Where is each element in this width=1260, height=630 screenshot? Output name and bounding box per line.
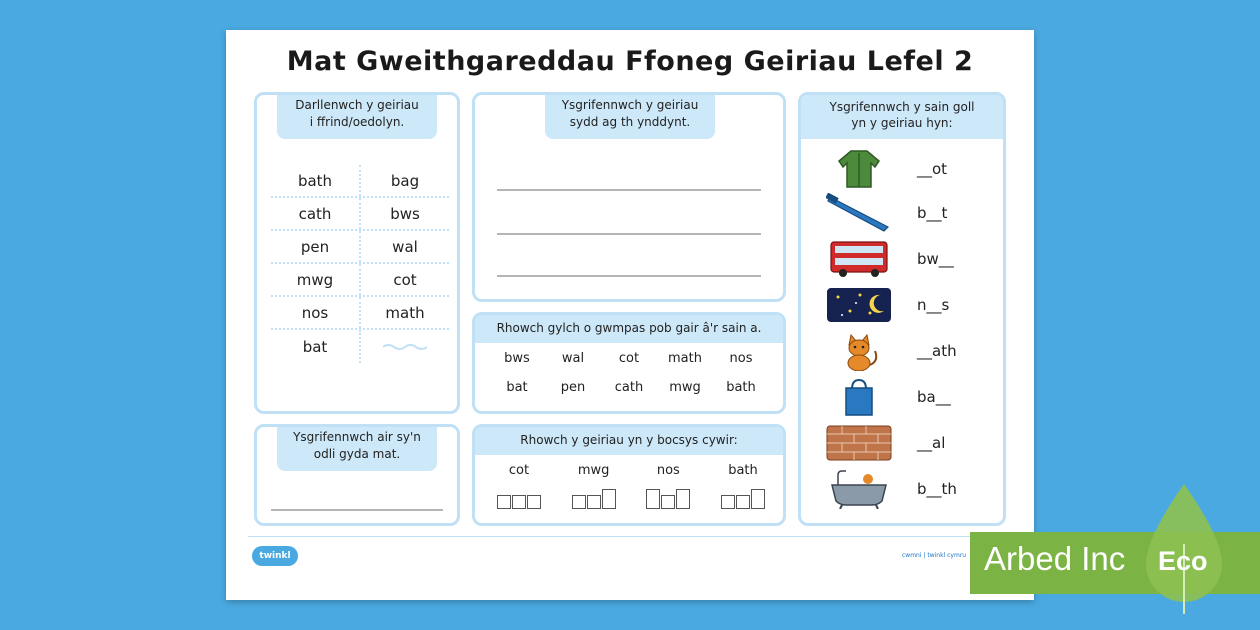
sort-words (491, 463, 771, 478)
letter-box-group[interactable] (491, 489, 547, 509)
circle-words-panel (472, 312, 786, 414)
word-row (271, 297, 449, 330)
circle-words-heading: Rhowch gylch o gwmpas pob gair â'r sain a. (475, 315, 783, 343)
missing-sound-word[interactable]: bw__ (917, 250, 954, 268)
missing-sound-item (825, 423, 985, 463)
word-row (271, 264, 449, 297)
writing-line[interactable] (497, 233, 761, 235)
word-cell: wal (392, 237, 418, 256)
worksheet-title: Mat Gweithgareddau Ffoneg Geiriau Lefel 2 (286, 46, 974, 77)
letter-box-group[interactable] (640, 489, 696, 509)
read-words-heading-line1: Darllenwch y geiriau (295, 98, 419, 112)
circle-word[interactable]: bat (506, 380, 528, 395)
letter-box-group[interactable] (566, 489, 622, 509)
word-cell: pen (271, 231, 361, 262)
bat-icon (825, 193, 893, 233)
missing-sound-heading (801, 95, 1003, 139)
rhyme-panel (254, 424, 460, 526)
missing-sound-heading-line1: Ysgrifennwch y sain goll (829, 100, 975, 114)
word-cell: cath (271, 198, 361, 229)
letter-box-group[interactable] (715, 489, 771, 509)
missing-sound-item (825, 469, 985, 509)
missing-sound-panel (798, 92, 1006, 526)
read-words-panel (254, 92, 460, 414)
write-th-panel (472, 92, 786, 302)
footer-divider (248, 536, 1008, 537)
twinkl-logo: twinkl (252, 546, 298, 566)
squiggle-decoration (361, 343, 449, 351)
letter-boxes (491, 489, 771, 509)
sort-word: mwg (577, 463, 610, 478)
circle-word[interactable]: bath (726, 380, 756, 395)
circle-word[interactable]: math (668, 351, 702, 366)
writing-line[interactable] (497, 189, 761, 191)
write-th-heading (545, 95, 715, 139)
coat-icon (825, 149, 893, 189)
circle-word[interactable]: cot (618, 351, 640, 366)
write-th-heading-line1: Ysgrifennwch y geiriau (561, 98, 699, 112)
rhyme-heading-line1: Ysgrifennwch air sy'n (293, 430, 421, 444)
circle-word[interactable]: mwg (669, 380, 701, 395)
sort-word: cot (508, 463, 530, 478)
missing-sound-item (825, 239, 985, 279)
circle-words-grid (489, 351, 769, 395)
rhyme-heading-line2: odli gyda mat. (313, 447, 401, 461)
read-words-heading (277, 95, 437, 139)
sort-boxes-heading: Rhowch y geiriau yn y bocsys cywir: (475, 427, 783, 455)
word-row (271, 165, 449, 198)
missing-sound-word[interactable]: b__th (917, 480, 957, 498)
word-cell: cot (393, 270, 417, 289)
writing-line[interactable] (497, 275, 761, 277)
circle-word[interactable]: wal (561, 351, 585, 366)
sort-boxes-panel (472, 424, 786, 526)
missing-sound-heading-line2: yn y geiriau hyn: (851, 116, 953, 130)
word-cell: mwg (271, 264, 361, 295)
missing-sound-word[interactable]: ba__ (917, 388, 951, 406)
word-cell: nos (271, 297, 361, 328)
missing-sound-word[interactable]: __al (917, 434, 946, 452)
word-row (271, 330, 449, 363)
bathtub-icon (825, 469, 893, 509)
word-cell: bath (271, 165, 361, 196)
footer-link[interactable]: cwmni | twinkl cymru (902, 552, 967, 559)
write-th-heading-line2: sydd ag th ynddynt. (569, 115, 691, 129)
missing-sound-word[interactable]: __ot (917, 160, 948, 178)
word-cell: bat (271, 330, 361, 363)
missing-sound-item (825, 149, 985, 189)
worksheet (226, 30, 1034, 600)
writing-line[interactable] (271, 509, 443, 511)
word-row (271, 231, 449, 264)
sort-word: nos (656, 463, 680, 478)
eco-brand-text: Arbed Inc (984, 540, 1126, 577)
circle-word[interactable]: pen (560, 380, 586, 395)
word-cell: bag (390, 171, 420, 190)
missing-sound-word[interactable]: b__t (917, 204, 948, 222)
circle-word[interactable]: cath (614, 380, 644, 395)
read-words-grid (271, 165, 449, 363)
night-sky-icon (825, 285, 893, 325)
bus-icon (825, 239, 893, 279)
word-cell: bws (390, 204, 420, 223)
missing-sound-item (825, 285, 985, 325)
missing-sound-word[interactable]: __ath (917, 342, 957, 360)
rhyme-heading (277, 427, 437, 471)
word-cell: math (385, 303, 425, 322)
missing-sound-item (825, 377, 985, 417)
circle-word[interactable]: nos (729, 351, 753, 366)
sort-word: bath (728, 463, 758, 478)
missing-sound-item (825, 331, 985, 371)
brick-wall-icon (825, 423, 893, 463)
circle-word[interactable]: bws (504, 351, 530, 366)
eco-badge-text: Eco (1158, 546, 1208, 576)
read-words-heading-line2: i ffrind/oedolyn. (309, 115, 405, 129)
bag-icon (825, 377, 893, 417)
cat-icon (825, 331, 893, 371)
missing-sound-word[interactable]: n__s (917, 296, 950, 314)
missing-sound-item (825, 193, 985, 233)
word-row (271, 198, 449, 231)
